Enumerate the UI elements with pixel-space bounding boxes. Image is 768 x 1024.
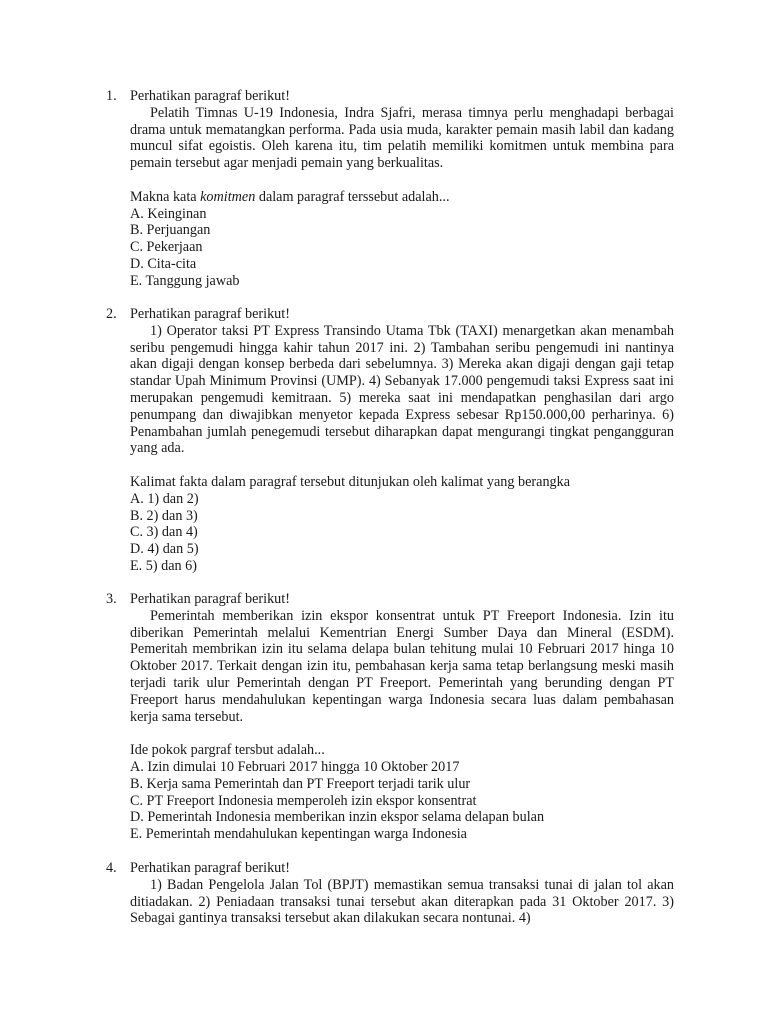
question-heading: Perhatikan paragraf berikut!: [130, 88, 290, 104]
answer-option[interactable]: C. Pekerjaan: [130, 239, 203, 256]
answer-option[interactable]: E. Pemerintah mendahulukan kepentingan warga Indonesia: [130, 826, 467, 843]
question-number: 4.: [106, 860, 117, 876]
answer-option[interactable]: C. 3) dan 4): [130, 524, 198, 541]
question-paragraph: Pemerintah memberikan izin ekspor konsentrat untuk PT Freeport Indonesia. Izin itu diberikan Pemerintah melalui Kementrian Energi Sumber Daya dan Mineral (ESDM). Pemeritah membrikan izin itu selama delapa bulan tehitung mulai 10 Februari 2017 hinga 10 Oktober 2017. Terkait dengan izin itu, pembahasan kerja sama tetap berlangsung meski masih terjadi tarik ulur Pemerintah dengan PT Freeport. Pemerintah yang berunding dengan PT Freeport harus mendahulukan kepentingan warga Indonesia secara luas dalam pembahasan kerja sama tersebut.: [130, 607, 674, 725]
answer-option[interactable]: B. Perjuangan: [130, 222, 211, 239]
question-body: [130, 88, 674, 290]
answer-option[interactable]: B. 2) dan 3): [130, 507, 198, 524]
question-stem: Makna kata komitmen dalam paragraf terssebut adalah...: [130, 188, 450, 205]
question-number: 1.: [106, 88, 117, 104]
question-paragraph: Pelatih Timnas U-19 Indonesia, Indra Sjafri, merasa timnya perlu menghadapi berbagai drama untuk mematangkan performa. Pada usia muda, karakter pemain masih labil dan kadang muncul sifat egoistis. Oleh karena itu, tim pelatih memiliki komitmen untuk membina para pemain tersebut agar menjadi pemain yang berkualitas.: [130, 104, 674, 172]
answer-options: [130, 491, 674, 575]
question-heading: Perhatikan paragraf berikut!: [130, 306, 290, 322]
question-paragraph: 1) Operator taksi PT Express Transindo Utama Tbk (TAXI) menargetkan akan menambah seribu pengemudi hingga kahir tahun 2017 ini. 2) Tambahan seribu pengemudi ini nantinya akan digaji dengan konsep berbeda dari sebelumnya. 3) Mereka akan digaji dengan gaji tetap standar Upah Minimum Provinsi (UMP). 4) Sebanyak 17.000 pengemudi taksi Express saat ini merupakan pengemudi kemitraan. 5) mereka saat ini mendapatkan penghasilan dari argo penumpang dan diwajibkan menyetor kepada Express sebesar Rp150.000,00 perharinya. 6) Penambahan jumlah penegemudi tersebut diharapkan dapat mengurangi tingkat pengangguran yang ada.: [130, 322, 674, 457]
answer-options: [130, 759, 674, 843]
question-heading: Perhatikan paragraf berikut!: [130, 860, 290, 876]
answer-option[interactable]: C. PT Freeport Indonesia memperoleh izin ekspor konsentrat: [130, 792, 477, 809]
emphasized-word: komitmen: [200, 188, 256, 205]
question-body: [130, 591, 674, 843]
question-heading: Perhatikan paragraf berikut!: [130, 591, 290, 607]
answer-option[interactable]: D. Cita-cita: [130, 255, 197, 272]
question-body: [130, 860, 674, 927]
answer-option[interactable]: E. 5) dan 6): [130, 557, 197, 574]
answer-option[interactable]: D. Pemerintah Indonesia memberikan inzin ekspor selama delapan bulan: [130, 809, 545, 826]
question-number: 3.: [106, 591, 117, 607]
question-number: 2.: [106, 306, 117, 322]
answer-option[interactable]: A. 1) dan 2): [130, 490, 199, 507]
question-stem: Ide pokok pargraf tersbut adalah...: [130, 742, 325, 759]
question-stem: Kalimat fakta dalam paragraf tersebut ditunjukan oleh kalimat yang berangka: [130, 473, 571, 490]
answer-option[interactable]: B. Kerja sama Pemerintah dan PT Freeport terjadi tarik ulur: [130, 775, 471, 792]
answer-options: [130, 206, 674, 290]
answer-option[interactable]: A. Izin dimulai 10 Februari 2017 hingga 10 Oktober 2017: [130, 758, 460, 775]
answer-option[interactable]: A. Keinginan: [130, 205, 207, 222]
question-paragraph: 1) Badan Pengelola Jalan Tol (BPJT) memastikan semua transaksi tunai di jalan tol akan ditiadakan. 2) Peniadaan transaksi tunai tersebut akan diterapkan pada 31 Oktober 2017. 3) Sebagai gantinya transaksi tersebut akan dilakukan secara nontunai. 4): [130, 876, 674, 927]
answer-option[interactable]: E. Tanggung jawab: [130, 272, 240, 289]
answer-option[interactable]: D. 4) dan 5): [130, 541, 199, 558]
question-body: [130, 306, 674, 575]
